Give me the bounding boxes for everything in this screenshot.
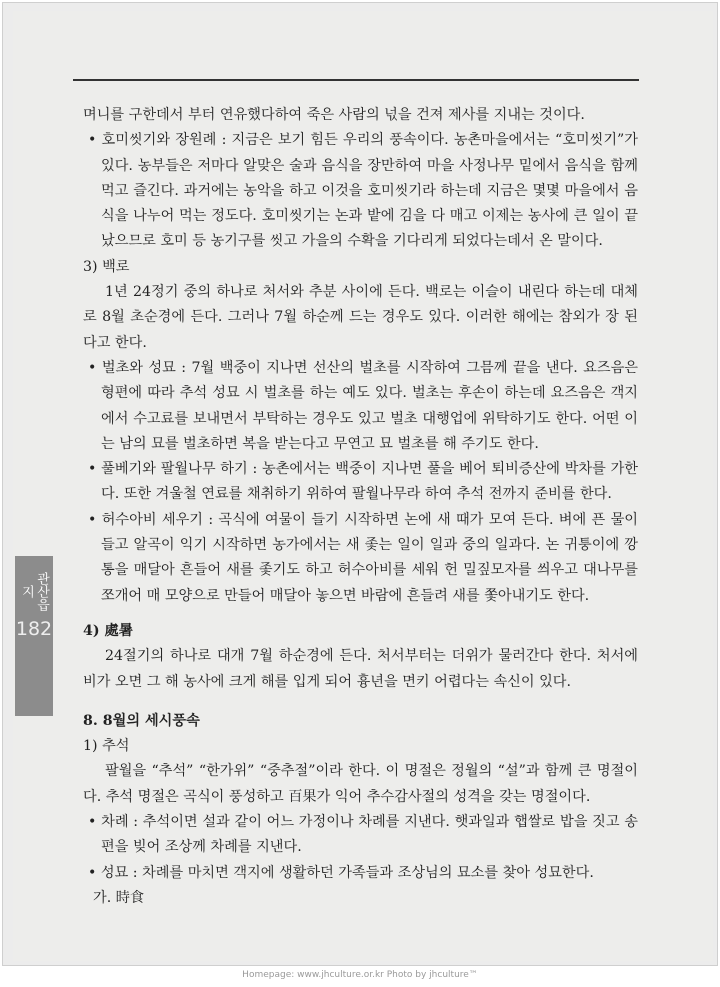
photo-credit: Homepage: www.jhculture.or.kr Photo by jhculture™ — [242, 970, 478, 980]
bullet-pulbegi: • 풀베기와 팔월나무 하기 : 농촌에서는 백중이 지나면 풀을 베어 퇴비증산에 박차를 가한다. 또한 겨울철 연료를 채취하기 위하여 팔월나무라 하여 추석 전까지 준비를 한다. — [88, 461, 638, 503]
paragraph-continued: 며니를 구한데서 부터 연유했다하여 죽은 사람의 넋을 건져 제사를 지내는 것이다. — [83, 107, 585, 123]
book-title: 관산읍지 — [19, 571, 49, 611]
heading-section8: 8. 8월의 세시풍속 — [83, 712, 200, 729]
heading-cheoseo: 4) 處暑 — [83, 622, 133, 639]
paragraph-cheoseo: 24절기의 하나로 대개 7월 하순경에 든다. 처서부터는 더위가 물러간다 한다. 처서에 비가 오면 그 해 농사에 크게 해를 입게 되어 흉년을 면키 어렵다는 속신이 있다. — [83, 648, 638, 690]
page-body — [83, 103, 638, 911]
bullet-homissigi: • 호미씻기와 장원례 : 지금은 보기 힘든 우리의 풍속이다. 농촌마을에서는 “호미씻기”가 있다. 농부들은 저마다 알맞은 술과 음식을 장만하여 마을 사정나무 밑에서 음식을 함께 먹고 즐긴다. 과거에는 농악을 하고 이것을 호미씻기라 하는데 지금은 몇몇 마을에서 음식을 나누어 먹는 정도다. 호미씻기는 논과 밭에 김을 다 매고 이제는 농사에 큰 일이 끝났으므로 호미 등 농기구를 씻고 가을의 수확을 기다리게 되었다는데서 온 말이다. — [88, 132, 638, 250]
bullet-beolcho: • 벌초와 성묘 : 7월 백중이 지나면 선산의 벌초를 시작하여 그믐께 끝을 낸다. 요즈음은 형편에 따라 추석 성묘 시 벌초를 하는 예도 있다. 벌초는 후손이 하는데 요즈음은 객지에서 수고료를 보내면서 부탁하는 경우도 있고 벌초 대행업에 위탁하기도 한다. 어떤 이는 남의 묘를 벌초하면 복을 받는다고 무연고 묘 벌초를 해 주기도 한다. — [88, 359, 638, 452]
book-page — [13, 11, 713, 961]
heading-chuseok: 1) 추석 — [83, 738, 130, 755]
bullet-seongmyo: • 성묘 : 차례를 마치면 객지에 생활하던 가족들과 조상님의 묘소를 찾아 성묘한다. — [88, 864, 594, 881]
heading-baengno: 3) 백로 — [83, 258, 130, 275]
bullet-heosuabi: • 허수아비 세우기 : 곡식에 여물이 들기 시작하면 논에 새 때가 모여 든다. 벼에 픈 물이 들고 알곡이 익기 시작하면 농가에서는 새 좇는 일이 일과 중의 일과다. 논 귀퉁이에 깡통을 매달아 흔들어 새를 좇기도 하고 허수아비를 세워 헌 밀짚모자를 씌우고 대나무를 쪼개어 매 모양으로 만들어 매달아 놓으면 바람에 흔들려 새를 쫓아내기도 한다. — [88, 511, 638, 604]
heading-sisik: 가. 時食 — [93, 889, 145, 906]
photo-frame — [2, 2, 718, 966]
side-tab — [15, 556, 53, 716]
page-number: 182 — [15, 618, 53, 640]
paragraph-chuseok: 팔월을 “추석” “한가위” “중추절”이라 한다. 이 명절은 정월의 “설”과 함께 큰 명절이다. 추석 명절은 곡식이 풍성하고 百果가 익어 추수감사절의 성격을 갖는 명절이다. — [83, 763, 638, 805]
paragraph-baengno: 1년 24정기 중의 하나로 처서와 추분 사이에 든다. 백로는 이슬이 내린다 하는데 대체로 8월 초순경에 든다. 그러나 7월 하순께 드는 경우도 있다. 이러한 해에는 참외가 장 된다고 한다. — [83, 284, 638, 351]
bullet-charye: • 차례 : 추석이면 설과 같이 어느 가정이나 차례를 지낸다. 햇과일과 햅쌀로 밥을 짓고 송편을 빚어 조상께 차례를 지낸다. — [88, 814, 638, 856]
header-rule — [73, 79, 639, 81]
